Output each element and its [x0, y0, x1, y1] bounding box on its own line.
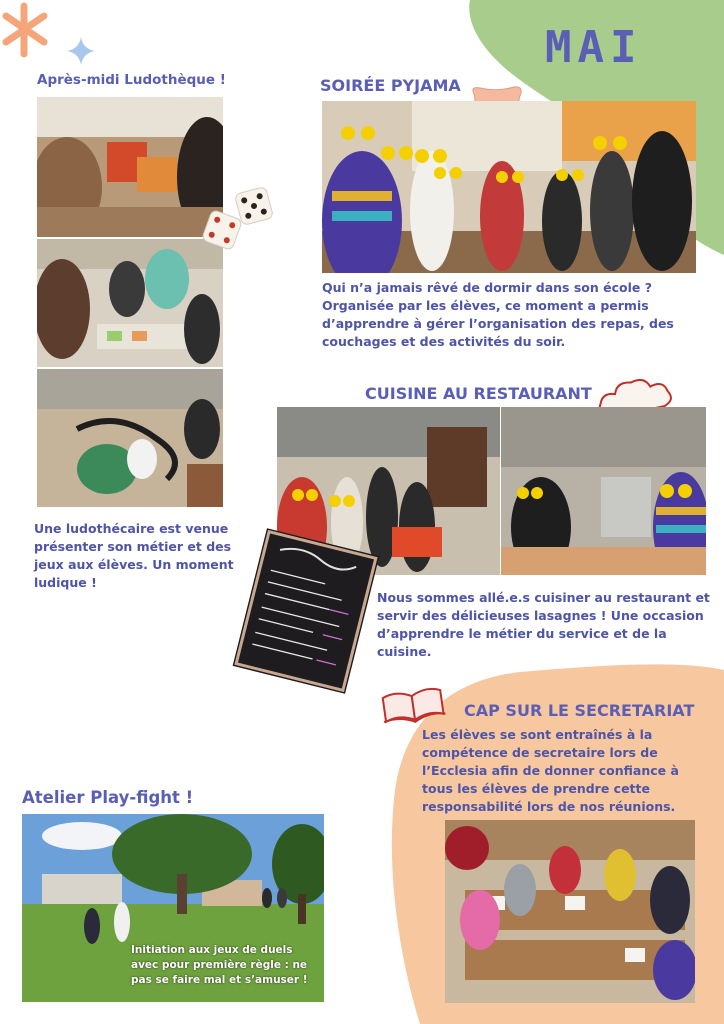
cuisine-text: Nous sommes allé.e.s cuisiner au restaurant et servir des délicieuses lasagnes ! Une occasion d’apprendre le métier du service et de la cuisine. [377, 590, 710, 659]
secretariat-photo [445, 820, 695, 1003]
cuisine-title: CUISINE AU RESTAURANT [365, 384, 592, 403]
playfight-caption: Initiation aux jeux de duels avec pour première règle : ne pas se faire mal et s’amuser ! [131, 944, 308, 986]
cuisine-photo-2 [501, 407, 706, 575]
ludotheque-photo-1 [37, 97, 223, 237]
ludotheque-title: Après-midi Ludothèque ! [37, 72, 226, 88]
ludotheque-text: Une ludothécaire est venue présenter son métier et des jeux aux élèves. Un moment ludique ! [34, 521, 234, 590]
secretariat-text: Les élèves se sont entraînés à la compétence de secretaire lors de l’Ecclesia afin de donner confiance à tous les élèves de prendre cette responsabilité lors de nos réunions. [422, 727, 679, 814]
playfight-title: Atelier Play-fight ! [22, 788, 194, 807]
ludotheque-photo-2 [37, 239, 223, 367]
secretariat-title: CAP SUR LE SECRETARIAT [464, 701, 695, 720]
pyjama-text: Qui n’a jamais rêvé de dormir dans son école ? Organisée par les élèves, ce moment a permis d’apprendre à gérer l’organisation des repas, des couchages et des activités du soir. [322, 280, 674, 349]
month-title: MAI [545, 22, 643, 73]
star-icon [2, 2, 50, 58]
sparkle-icon [66, 36, 96, 66]
dice-icon [200, 184, 276, 254]
playfight-photo [22, 814, 324, 1002]
pyjama-title: SOIRÉE PYJAMA [320, 76, 461, 95]
ludotheque-photo-3 [37, 369, 223, 507]
pyjama-photo [322, 101, 696, 273]
open-book-icon [378, 684, 448, 726]
